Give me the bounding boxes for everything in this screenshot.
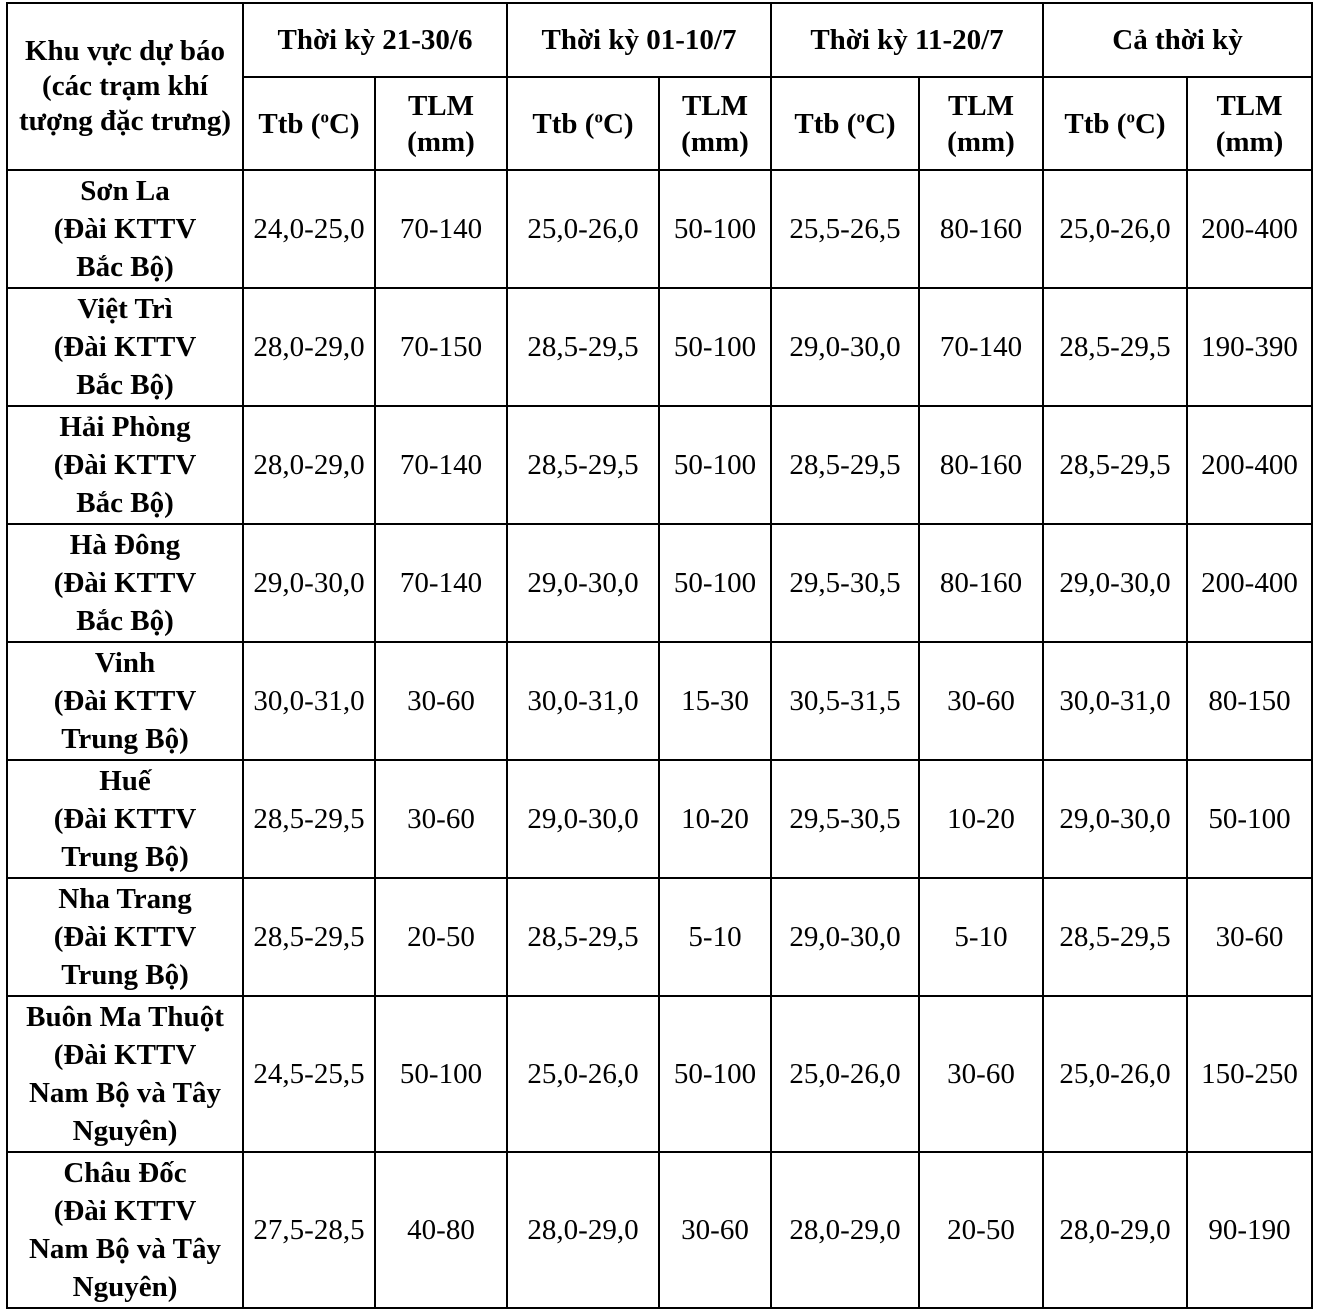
table-row [7, 524, 1312, 642]
table-row [7, 642, 1312, 760]
ttb-value-cell: 28,5-29,5 [507, 878, 659, 996]
tlm-value-cell: 5-10 [919, 878, 1043, 996]
station-agency: Nam Bộ và Tây Nguyên) [28, 1233, 221, 1303]
tlm-header: TLM (mm) [1187, 77, 1312, 170]
ttb-value-cell: 25,0-26,0 [771, 996, 919, 1152]
ttb-value-cell: 28,5-29,5 [1043, 288, 1187, 406]
ttb-value-cell: 28,0-29,0 [1043, 1152, 1187, 1308]
tlm-value-cell: 50-100 [659, 524, 771, 642]
ttb-value-cell: 25,0-26,0 [507, 996, 659, 1152]
station-agency: (Đài KTTV [53, 921, 197, 953]
station-cell [7, 996, 243, 1152]
station-cell [7, 642, 243, 760]
station-agency: (Đài KTTV [53, 1039, 197, 1071]
station-cell [7, 406, 243, 524]
tlm-value-cell: 20-50 [919, 1152, 1043, 1308]
station-agency: Nam Bộ và Tây Nguyên) [28, 1077, 221, 1147]
tlm-value-cell: 80-160 [919, 170, 1043, 288]
station-agency: Bắc Bộ) [76, 487, 174, 519]
forecast-table [6, 2, 1313, 1309]
forecast-table-container [6, 2, 1313, 1309]
ttb-value-cell: 28,5-29,5 [243, 760, 375, 878]
ttb-value-cell: 25,0-26,0 [507, 170, 659, 288]
ttb-value-cell: 28,5-29,5 [507, 288, 659, 406]
ttb-value-cell: 29,0-30,0 [771, 878, 919, 996]
ttb-value-cell: 25,0-26,0 [1043, 170, 1187, 288]
ttb-value-cell: 25,5-26,5 [771, 170, 919, 288]
station-agency: (Đài KTTV [53, 567, 197, 599]
station-agency: (Đài KTTV [53, 803, 197, 835]
ttb-value-cell: 30,0-31,0 [243, 642, 375, 760]
ttb-value-cell: 28,5-29,5 [1043, 878, 1187, 996]
station-cell [7, 524, 243, 642]
tlm-value-cell: 30-60 [919, 996, 1043, 1152]
station-agency: (Đài KTTV [53, 1195, 197, 1227]
tlm-value-cell: 200-400 [1187, 524, 1312, 642]
station-cell [7, 760, 243, 878]
period-header: Thời kỳ 01-10/7 [507, 3, 771, 77]
tlm-value-cell: 30-60 [659, 1152, 771, 1308]
ttb-value-cell: 30,5-31,5 [771, 642, 919, 760]
ttb-value-cell: 29,0-30,0 [1043, 524, 1187, 642]
table-row [7, 170, 1312, 288]
station-agency: Trung Bộ) [61, 723, 189, 755]
station-cell [7, 878, 243, 996]
station-name: Hải Phòng [59, 411, 191, 443]
ttb-value-cell: 29,0-30,0 [243, 524, 375, 642]
tlm-header: TLM (mm) [659, 77, 771, 170]
tlm-value-cell: 30-60 [375, 760, 507, 878]
tlm-value-cell: 200-400 [1187, 406, 1312, 524]
station-agency: (Đài KTTV [53, 213, 197, 245]
ttb-value-cell: 28,0-29,0 [243, 288, 375, 406]
station-agency: Bắc Bộ) [76, 605, 174, 637]
ttb-value-cell: 25,0-26,0 [1043, 996, 1187, 1152]
tlm-value-cell: 40-80 [375, 1152, 507, 1308]
station-name: Hà Đông [69, 529, 181, 561]
station-agency: Trung Bộ) [61, 959, 189, 991]
tlm-value-cell: 50-100 [659, 996, 771, 1152]
station-cell [7, 170, 243, 288]
ttb-value-cell: 28,5-29,5 [771, 406, 919, 524]
station-name: Vinh [94, 647, 156, 679]
station-name: Châu Đốc [63, 1157, 187, 1189]
ttb-value-cell: 29,5-30,5 [771, 524, 919, 642]
ttb-value-cell: 28,0-29,0 [243, 406, 375, 524]
tlm-header: TLM (mm) [375, 77, 507, 170]
ttb-header: Ttb ($^o$C) [243, 77, 375, 170]
tlm-value-cell: 90-190 [1187, 1152, 1312, 1308]
tlm-value-cell: 15-30 [659, 642, 771, 760]
table-row [7, 288, 1312, 406]
tlm-value-cell: 50-100 [659, 170, 771, 288]
station-agency: Bắc Bộ) [76, 251, 174, 283]
station-agency: Bắc Bộ) [76, 369, 174, 401]
tlm-value-cell: 190-390 [1187, 288, 1312, 406]
tlm-value-cell: 20-50 [375, 878, 507, 996]
period-header: Cả thời kỳ [1043, 3, 1312, 77]
station-agency: (Đài KTTV [53, 331, 197, 363]
tlm-value-cell: 70-140 [919, 288, 1043, 406]
ttb-header: Ttb ($^o$C) [771, 77, 919, 170]
ttb-value-cell: 29,0-30,0 [771, 288, 919, 406]
tlm-value-cell: 70-140 [375, 170, 507, 288]
period-header: Thời kỳ 11-20/7 [771, 3, 1043, 77]
ttb-value-cell: 28,0-29,0 [507, 1152, 659, 1308]
station-name: Việt Trì [77, 293, 173, 325]
tlm-value-cell: 70-150 [375, 288, 507, 406]
station-agency: (Đài KTTV [53, 449, 197, 481]
tlm-value-cell: 80-160 [919, 406, 1043, 524]
tlm-value-cell: 30-60 [919, 642, 1043, 760]
ttb-value-cell: 24,0-25,0 [243, 170, 375, 288]
station-name: Buôn Ma Thuột [26, 1001, 224, 1033]
ttb-header: Ttb ($^o$C) [507, 77, 659, 170]
tlm-value-cell: 150-250 [1187, 996, 1312, 1152]
tlm-value-cell: 70-140 [375, 406, 507, 524]
ttb-value-cell: 30,0-31,0 [1043, 642, 1187, 760]
ttb-value-cell: 28,0-29,0 [771, 1152, 919, 1308]
station-cell [7, 1152, 243, 1308]
tlm-value-cell: 70-140 [375, 524, 507, 642]
tlm-value-cell: 50-100 [659, 288, 771, 406]
ttb-value-cell: 29,0-30,0 [507, 524, 659, 642]
ttb-header: Ttb ($^o$C) [1043, 77, 1187, 170]
tlm-value-cell: 50-100 [1187, 760, 1312, 878]
ttb-value-cell: 24,5-25,5 [243, 996, 375, 1152]
tlm-value-cell: 200-400 [1187, 170, 1312, 288]
tlm-value-cell: 30-60 [375, 642, 507, 760]
table-row [7, 996, 1312, 1152]
station-name: Huế [99, 765, 151, 797]
table-row [7, 1152, 1312, 1308]
tlm-value-cell: 50-100 [375, 996, 507, 1152]
tlm-value-cell: 50-100 [659, 406, 771, 524]
forecast-table-body [7, 170, 1312, 1308]
tlm-value-cell: 30-60 [1187, 878, 1312, 996]
ttb-value-cell: 28,5-29,5 [243, 878, 375, 996]
table-row [7, 878, 1312, 996]
station-cell [7, 288, 243, 406]
ttb-value-cell: 28,5-29,5 [507, 406, 659, 524]
tlm-value-cell: 5-10 [659, 878, 771, 996]
tlm-value-cell: 80-150 [1187, 642, 1312, 760]
period-header: Thời kỳ 21-30/6 [243, 3, 507, 77]
ttb-value-cell: 29,0-30,0 [1043, 760, 1187, 878]
region-column-header: Khu vực dự báo (các trạm khí tượng đặc trưng) [7, 3, 243, 170]
table-row [7, 760, 1312, 878]
ttb-value-cell: 27,5-28,5 [243, 1152, 375, 1308]
ttb-value-cell: 28,5-29,5 [1043, 406, 1187, 524]
station-agency: Trung Bộ) [61, 841, 189, 873]
ttb-value-cell: 29,0-30,0 [507, 760, 659, 878]
station-name: Nha Trang [58, 883, 192, 915]
ttb-value-cell: 29,5-30,5 [771, 760, 919, 878]
tlm-value-cell: 10-20 [659, 760, 771, 878]
header-row-periods [7, 3, 1312, 77]
station-name: Sơn La [80, 175, 170, 207]
tlm-value-cell: 80-160 [919, 524, 1043, 642]
tlm-value-cell: 10-20 [919, 760, 1043, 878]
tlm-header: TLM (mm) [919, 77, 1043, 170]
station-agency: (Đài KTTV [53, 685, 197, 717]
ttb-value-cell: 30,0-31,0 [507, 642, 659, 760]
table-row [7, 406, 1312, 524]
